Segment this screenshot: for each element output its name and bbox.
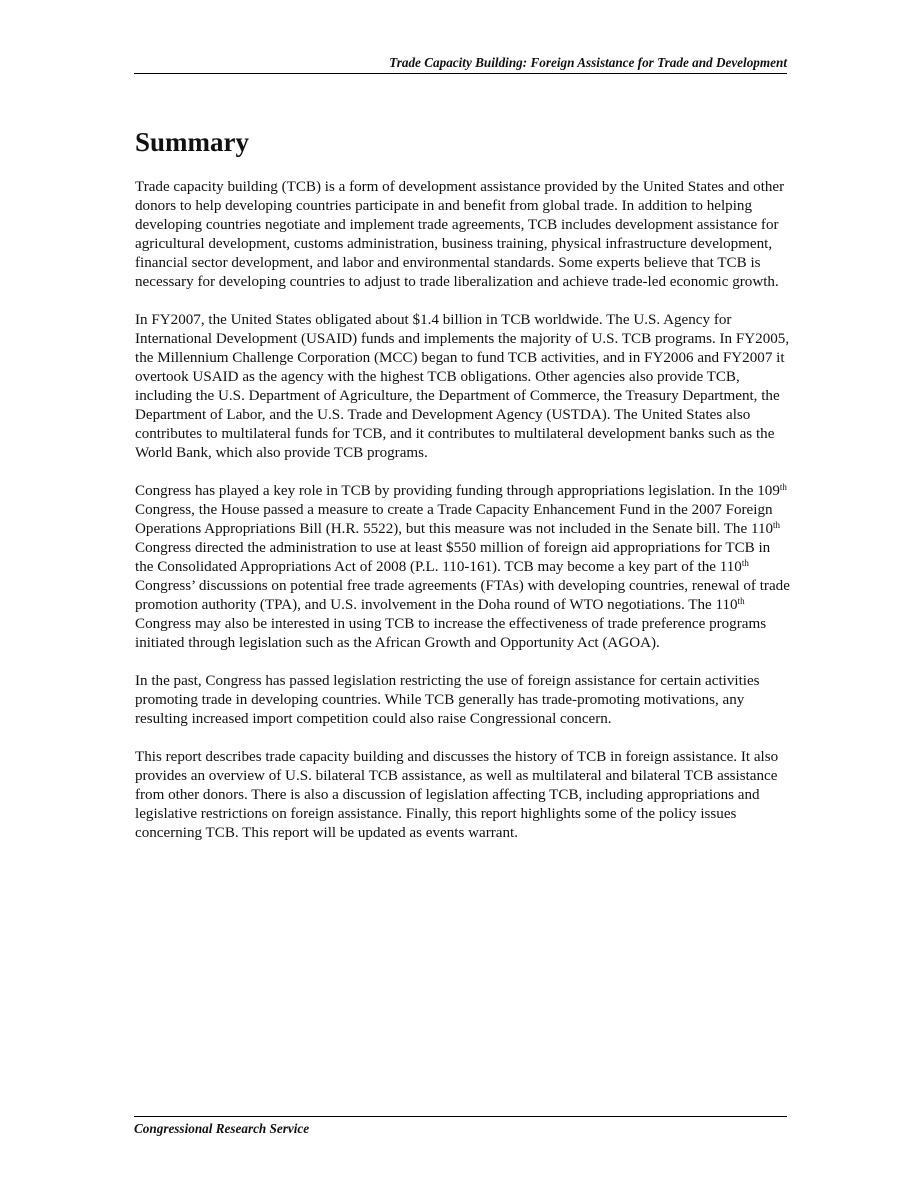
summary-body [135,178,790,862]
running-header-title: Trade Capacity Building: Foreign Assistance for Trade and Development [389,55,787,70]
paragraph-text-segment: Congress may also be interested in using TCB to increase the effectiveness of trade preference programs initiated through legislation such as the African Growth and Opportunity Act (AGOA). [135,616,767,651]
paragraph-text-segment: Congress, the House passed a measure to create a Trade Capacity Enhancement Fund in the 2007 Foreign Operations Appropriations Bill (H.R. 5522), but this measure was not included in the Senate bill. The 110 [135,502,774,537]
page-title: Summary [135,127,249,157]
paragraph-text-segment: Congress’ discussions on potential free trade agreements (FTAs) with developing countries, renewal of trade promotion authority (TPA), and U.S. involvement in the Doha round of WTO negotiations. The 110 [135,578,790,613]
superscript-ordinal: th [779,482,787,492]
page-footer [134,1116,787,1137]
superscript-ordinal: th [773,520,781,530]
running-header [134,55,787,74]
paragraph-text-segment: Congress has played a key role in TCB by providing funding through appropriations legislation. In the 109 [135,483,780,499]
paragraph-tcb-definition: Trade capacity building (TCB) is a form of development assistance provided by the United States and other donors to help developing countries participate in and benefit from global trade. In addition to helping developing countries negotiate and implement trade agreements, TCB includes development assistance for agricultural development, customs administration, business training, physical infrastructure development, financial sector development, and labor and environmental standards. Some experts believe that TCB is necessary for developing countries to adjust to trade liberalization and achieve trade-led economic growth. [135,179,785,290]
superscript-ordinal: th [741,558,749,568]
paragraph-congress-role [135,482,790,653]
paragraph-us-funding: In FY2007, the United States obligated about $1.4 billion in TCB worldwide. The U.S. Agency for International Development (USAID) funds and implements the majority of U.S. TCB programs. In FY2005, the Millennium Challenge Corporation (MCC) began to fund TCB activities, and in FY2006 and FY2007 it overtook USAID as the agency with the highest TCB obligations. Other agencies also provide TCB, including the U.S. Department of Agriculture, the Department of Commerce, the Treasury Department, the Department of Labor, and the U.S. Trade and Development Agency (USTDA). The United States also contributes to multilateral funds for TCB, and it contributes to multilateral development banks such as the World Bank, which also provide TCB programs. [135,312,790,461]
superscript-ordinal: th [737,596,745,606]
paragraph-report-overview: This report describes trade capacity building and discusses the history of TCB in foreign assistance. It also provides an overview of U.S. bilateral TCB assistance, as well as multilateral and bilateral TCB assistance from other donors. There is also a discussion of legislation affecting TCB, including appropriations and legislative restrictions on foreign assistance. Finally, this report highlights some of the policy issues concerning TCB. This report will be updated as events warrant. [135,749,779,841]
paragraph-text-segment: Congress directed the administration to use at least $550 million of foreign aid appropriations for TCB in the Consolidated Appropriations Act of 2008 (P.L. 110-161). TCB may become a key part of the 110 [135,540,771,575]
footer-organization: Congressional Research Service [134,1121,310,1136]
paragraph-legislative-restrictions: In the past, Congress has passed legislation restricting the use of foreign assistance for certain activities promoting trade in developing countries. While TCB generally has trade-promoting motivations, any resulting increased import competition could also raise Congressional concern. [135,673,760,727]
